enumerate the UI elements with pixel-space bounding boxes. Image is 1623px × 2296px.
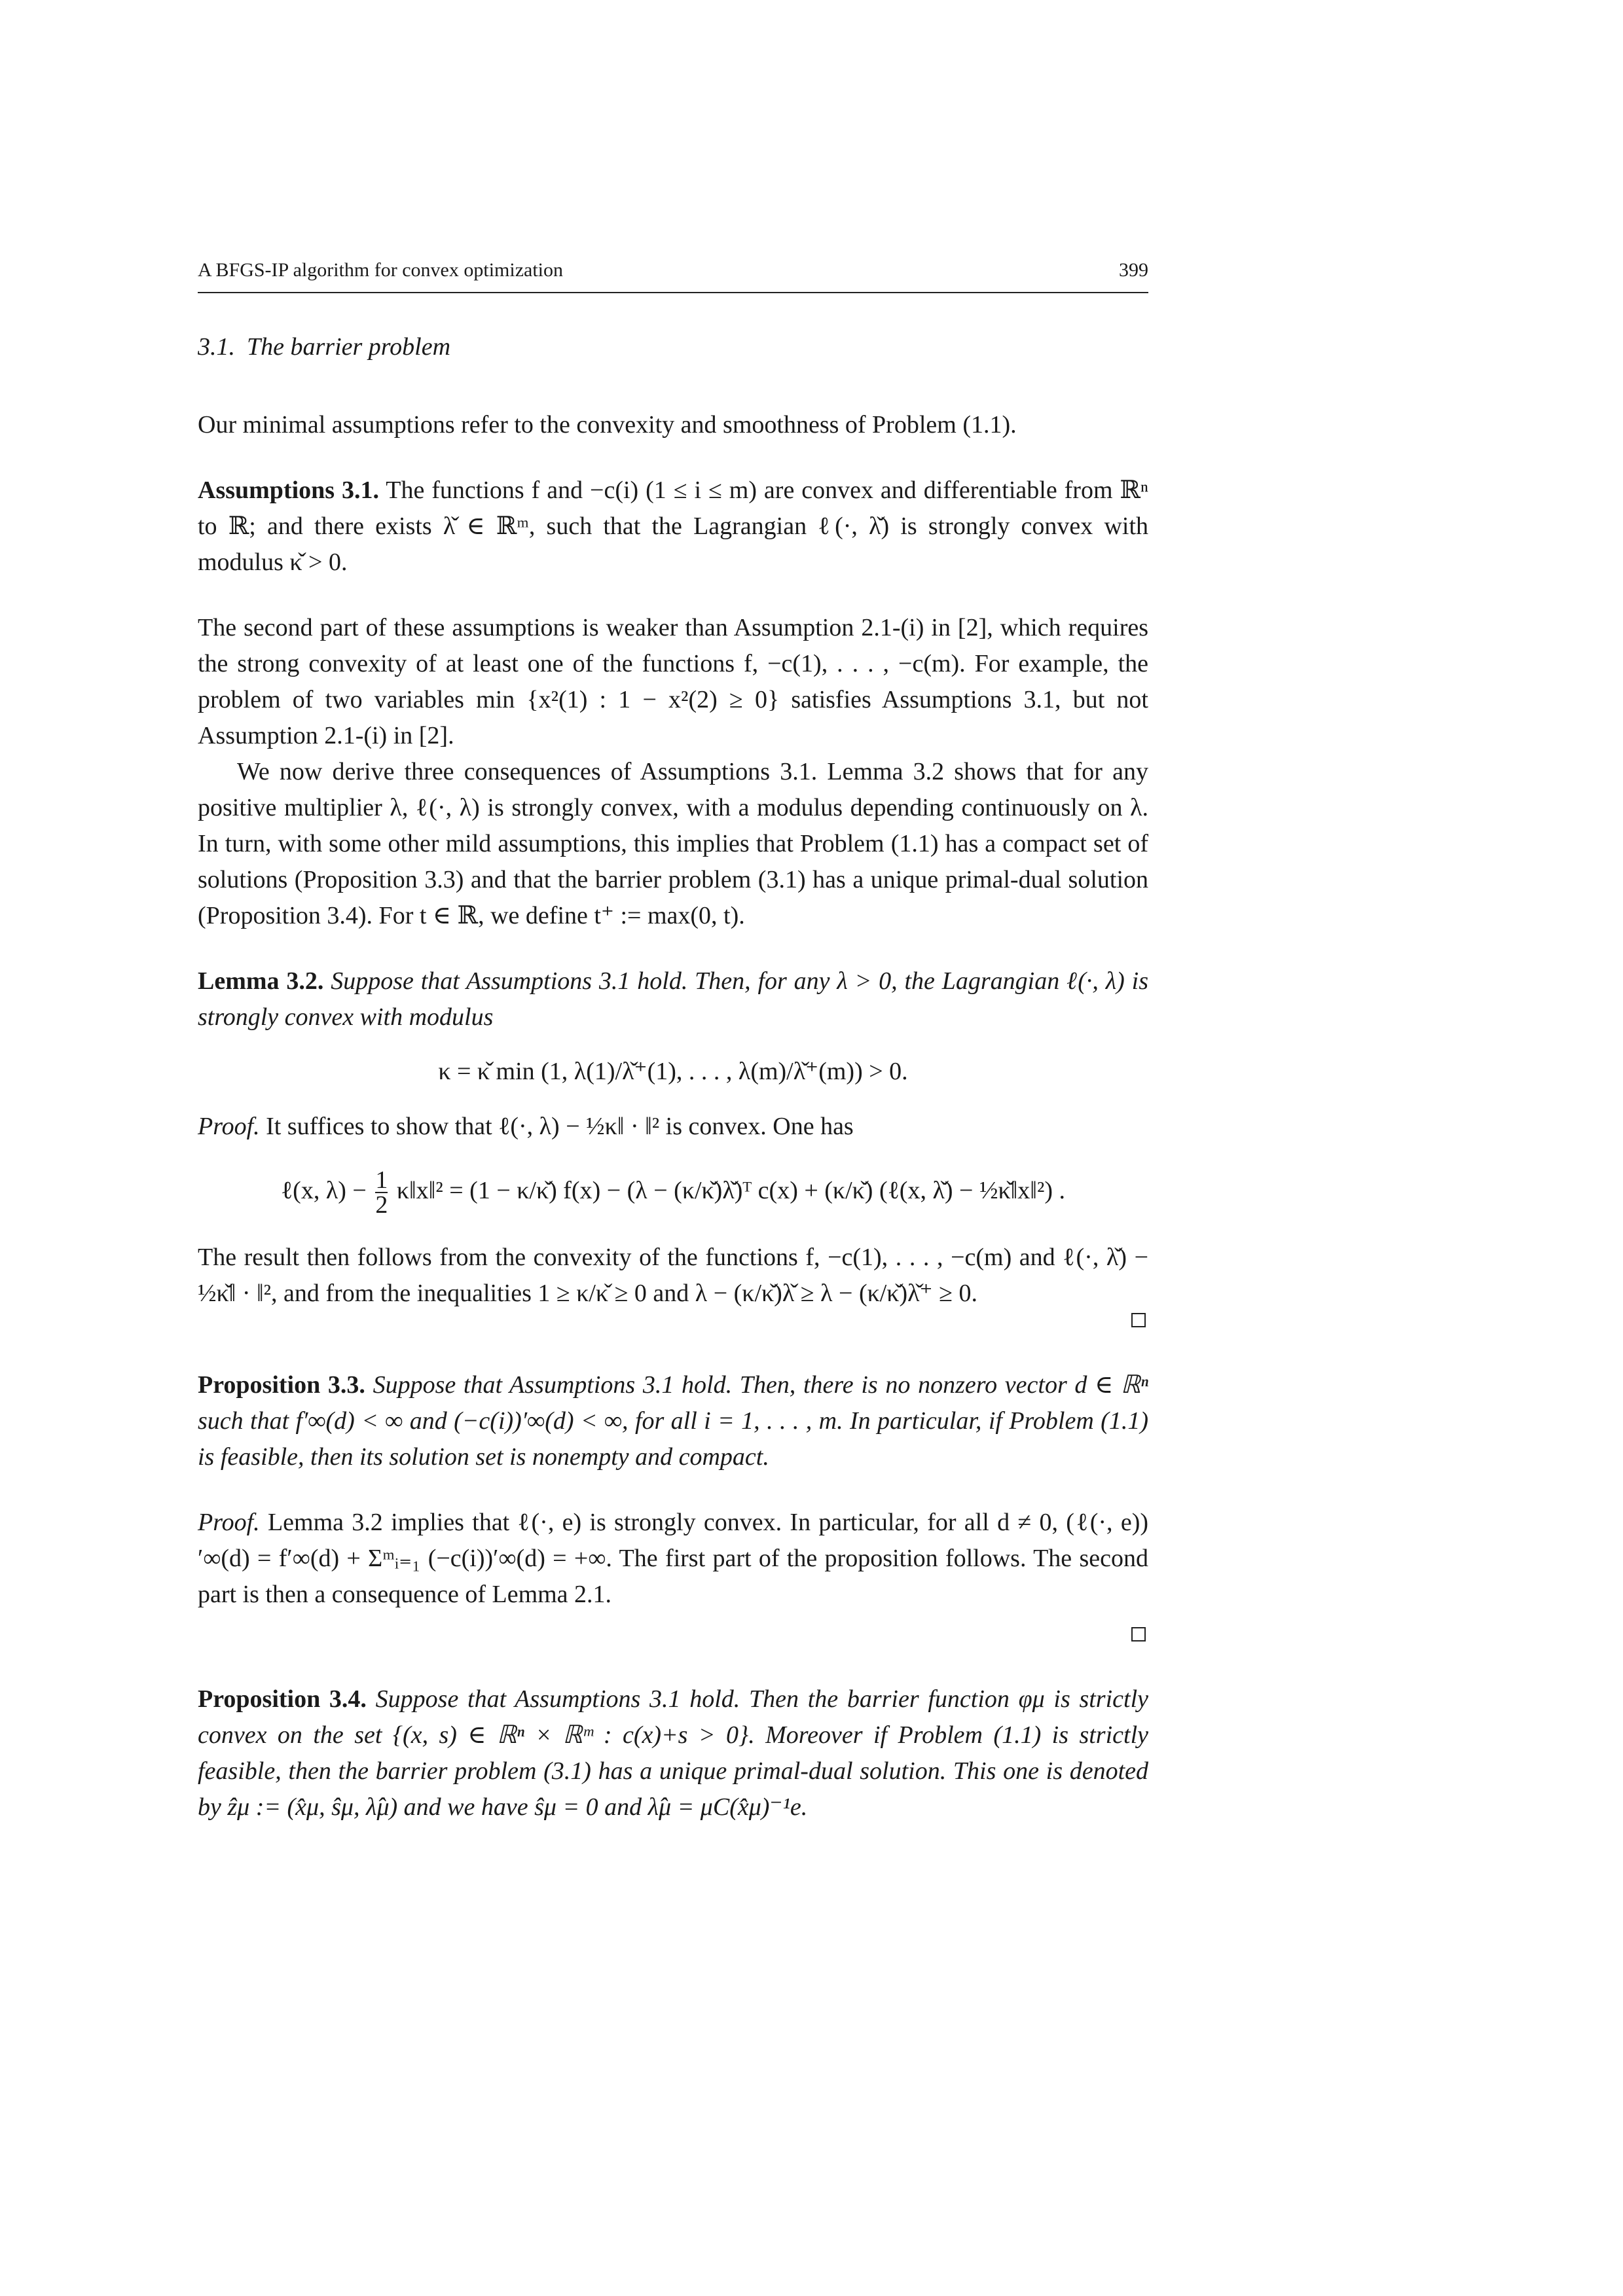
proof-1-label: Proof.	[198, 1113, 260, 1140]
formula-half-den: 2	[375, 1191, 388, 1219]
assumptions-label: Assumptions 3.1.	[198, 476, 380, 504]
prop-3-4-label: Proposition 3.4.	[198, 1685, 367, 1713]
section-title: The barrier problem	[247, 333, 451, 361]
formula-half	[375, 1168, 388, 1217]
intro-paragraph: Our minimal assumptions refer to the convexity and smoothness of Problem (1.1).	[198, 411, 1017, 439]
lemma-block	[198, 963, 1148, 1035]
second-part-paragraph: The second part of these assumptions is weaker than Assumption 2.1-(i) in [2], which requires the strong convexity of at least one of the functions f, −c(1), . . . , −c(m). For example, the problem of two variables min {x²(1) : 1 − x²(2) ≥ 0} satisfies Assumptions 3.1, but not Assumption 2.1-(i) in [2].	[198, 614, 1148, 749]
prop-3-4-text: Suppose that Assumptions 3.1 hold. Then the barrier function φμ is strictly convex on the set {(x, s) ∈ ℝⁿ × ℝᵐ : c(x)+s > 0}. Moreover if Problem (1.1) is strictly feasible, then the barrier problem (3.1) has a unique primal-dual solution. This one is denoted by ẑμ := (x̂μ, ŝμ, λ̂μ) and we have ŝμ = 0 and λ̂μ = μC(x̂μ)⁻¹e.	[198, 1685, 1149, 1821]
running-head-title: A BFGS-IP algorithm for convex optimization	[198, 259, 564, 281]
lemma-label: Lemma 3.2.	[198, 967, 324, 995]
assumptions-block	[198, 473, 1148, 581]
proof-1	[198, 1109, 1148, 1145]
running-head	[198, 259, 1148, 292]
proof-2-label: Proof.	[198, 1509, 260, 1537]
qed-box-icon	[1131, 1627, 1146, 1641]
assumptions-text: The functions f and −c(i) (1 ≤ i ≤ m) are convex and differentiable from ℝⁿ to ℝ; and there exists λ̌ ∈ ℝᵐ, such that the Lagrangian ℓ(·, λ̌) is strongly convex with modulus κ̌ > 0.	[198, 476, 1148, 576]
page-content	[198, 259, 1148, 1825]
prop-3-3-text: Suppose that Assumptions 3.1 hold. Then, there is no nonzero vector d ∈ ℝⁿ such that f′∞(d) < ∞ and (−c(i))′∞(d) < ∞, for all i = 1, . . . , m. In particular, if Problem (1.1) is feasible, then its solution set is nonempty and compact.	[198, 1371, 1148, 1471]
lemma-text: Suppose that Assumptions 3.1 hold. Then, for any λ > 0, the Lagrangian ℓ(·, λ) is strongly convex with modulus	[198, 967, 1148, 1031]
page-number: 399	[1119, 259, 1148, 281]
section-heading	[198, 332, 1148, 361]
formula-lhs: ℓ(x, λ) −	[280, 1177, 367, 1204]
header-rule	[198, 292, 1148, 293]
proof-1-formula	[198, 1164, 1148, 1217]
derive-paragraph: We now derive three consequences of Assumptions 3.1. Lemma 3.2 shows that for any positive multiplier λ, ℓ(·, λ) is strongly convex, with a modulus depending continuously on λ. In turn, with some other mild assumptions, this implies that Problem (1.1) has a compact set of solutions (Proposition 3.3) and that the barrier problem (3.1) has a unique primal-dual solution (Proposition 3.4). For t ∈ ℝ, we define t⁺ := max(0, t).	[198, 758, 1148, 929]
qed-row	[198, 1312, 1148, 1338]
proof-2	[198, 1505, 1148, 1613]
prop-3-3-label: Proposition 3.3.	[198, 1371, 365, 1399]
qed-row	[198, 1626, 1148, 1652]
formula-rhs: κ‖x‖² = (1 − κ/κ̌) f(x) − (λ − (κ/κ̌)λ̌)ᵀ c(x) + (κ/κ̌) (ℓ(x, λ̌) − ½κ̌‖x‖²) .	[396, 1177, 1065, 1204]
lemma-formula: κ = κ̌ min (1, λ(1)/λ̌⁺(1), . . . , λ(m)/λ̌⁺(m)) > 0.	[438, 1058, 908, 1085]
proof-1-text: It suffices to show that ℓ(·, λ) − ½κ‖ · ‖² is convex. One has	[266, 1113, 854, 1140]
qed-box-icon	[1131, 1313, 1146, 1327]
section-number: 3.1.	[198, 333, 235, 361]
proof-2-text: Lemma 3.2 implies that ℓ(·, e) is strongly convex. In particular, for all d ≠ 0, (ℓ(·, e))′∞(d) = f′∞(d) + Σᵐᵢ₌₁ (−c(i))′∞(d) = +∞. The first part of the proposition follows. The second part is then a consequence of Lemma 2.1.	[198, 1509, 1149, 1609]
proposition-3-4	[198, 1681, 1148, 1825]
formula-half-num: 1	[375, 1166, 388, 1194]
proof-1-conclusion: The result then follows from the convexity of the functions f, −c(1), . . . , −c(m) and ℓ(·, λ̌) − ½κ̌‖ · ‖², and from the inequalities 1 ≥ κ/κ̌ ≥ 0 and λ − (κ/κ̌)λ̌ ≥ λ − (κ/κ̌)λ̌⁺ ≥ 0.	[198, 1244, 1148, 1308]
proposition-3-3	[198, 1367, 1148, 1475]
